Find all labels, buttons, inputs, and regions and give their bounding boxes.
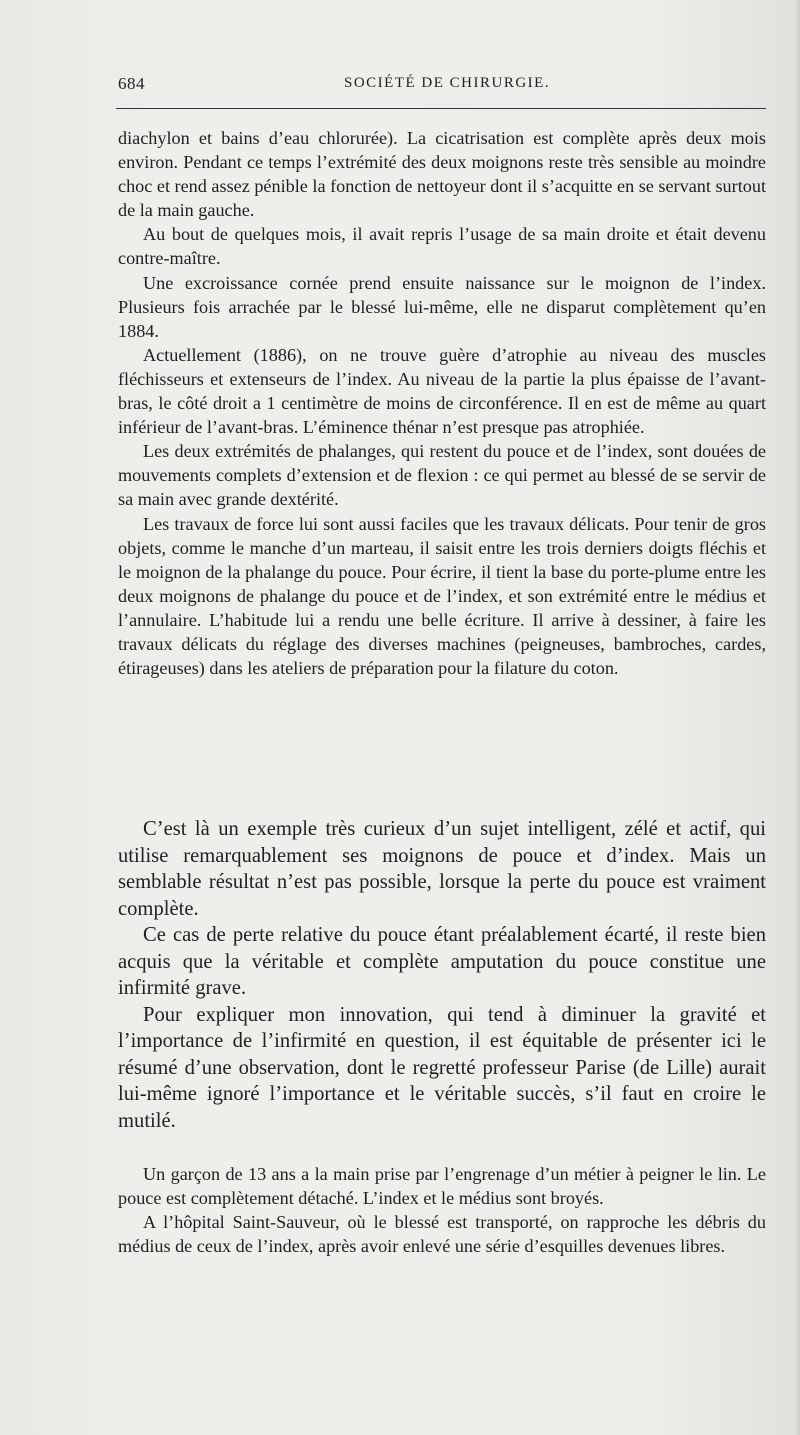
paragraph: Un garçon de 13 ans a la main prise par l’engrenage d’un métier à peigner le lin. Le pouce est complètement détaché. L’index et le médius sont broyés. — [118, 1164, 766, 1209]
paragraph: Une excroissance cornée prend ensuite naissance sur le moignon de l’index. Plusieurs fois arrachée par le blessé lui-même, elle ne disparut complètement qu’en 1884. — [118, 272, 766, 341]
case-observation-block — [118, 1162, 766, 1258]
paragraph: Ce cas de perte relative du pouce étant préalablement écarté, il reste bien acquis que la véritable et complète amputation du pouce constitue une infirmité grave. — [118, 924, 766, 999]
paragraph: Les deux extrémités de phalanges, qui restent du pouce et de l’index, sont douées de mouvements complets d’extension et de flexion : ce qui permet au blessé de se servir de sa main avec grande dextérité. — [118, 441, 766, 510]
header-rule — [116, 108, 766, 109]
running-title: SOCIÉTÉ DE CHIRURGIE. — [344, 75, 551, 91]
page-number: 684 — [118, 74, 145, 93]
paragraph: C’est là un exemple très curieux d’un sujet intelligent, zélé et actif, qui utilise remarquablement ses moignons de pouce et d’index. Mais un semblable résultat n’est pas possible, lorsque la perte du pouce est vraiment complète. — [118, 818, 766, 920]
paragraph: Actuellement (1886), on ne trouve guère d’atrophie au niveau des muscles fléchisseurs et extenseurs de l’index. Au niveau de la partie la plus épaisse de l’avant-bras, le côté droit a 1 centimètre de moins de circonférence. Il en est de même au quart inférieur de l’avant-bras. L’éminence thénar n’est presque pas atrophiée. — [118, 344, 766, 438]
paragraph: Au bout de quelques mois, il avait repris l’usage de sa main droite et était devenu contre-maître. — [118, 224, 766, 269]
paragraph: diachylon et bains d’eau chlorurée). La cicatrisation est complète après deux mois environ. Pendant ce temps l’extrémité des deux moignons reste très sensible au moindre choc et rend assez pénible la fonction de nettoyeur dont il s’acquitte en se servant surtout de la main gauche. — [118, 128, 766, 221]
observation-text-block — [118, 126, 766, 680]
paragraph: A l’hôpital Saint-Sauveur, où le blessé est transporté, on rapproche les débris du médius de ceux de l’index, après avoir enlevé une série d’esquilles devenues libres. — [118, 1212, 766, 1257]
page-edge-shadow — [794, 0, 800, 1435]
paragraph: Pour expliquer mon innovation, qui tend à diminuer la gravité et l’importance de l’infirmité en question, il est équitable de présenter ici le résumé d’une observation, dont le regretté professeur Parise (de Lille) aurait lui-même ignoré l’importance et le véritable succès, s’il faut en croire le mutilé. — [118, 1003, 766, 1132]
commentary-text-block — [118, 816, 766, 1134]
page-header — [118, 74, 765, 98]
paragraph: Les travaux de force lui sont aussi faciles que les travaux délicats. Pour tenir de gros objets, comme le manche d’un marteau, il saisit entre les trois derniers doigts fléchis et le moignon de la phalange du pouce. Pour écrire, il tient la base du porte-plume entre les deux moignons de phalange du pouce et de l’index, et son extrémité entre le médius et l’annulaire. L’habitude lui a rendu une belle écriture. Il arrive à dessiner, à faire les travaux délicats du réglage des diverses machines (peigneuses, bambroches, cardes, étirageuses) dans les ateliers de préparation pour la filature du coton. — [118, 513, 766, 679]
